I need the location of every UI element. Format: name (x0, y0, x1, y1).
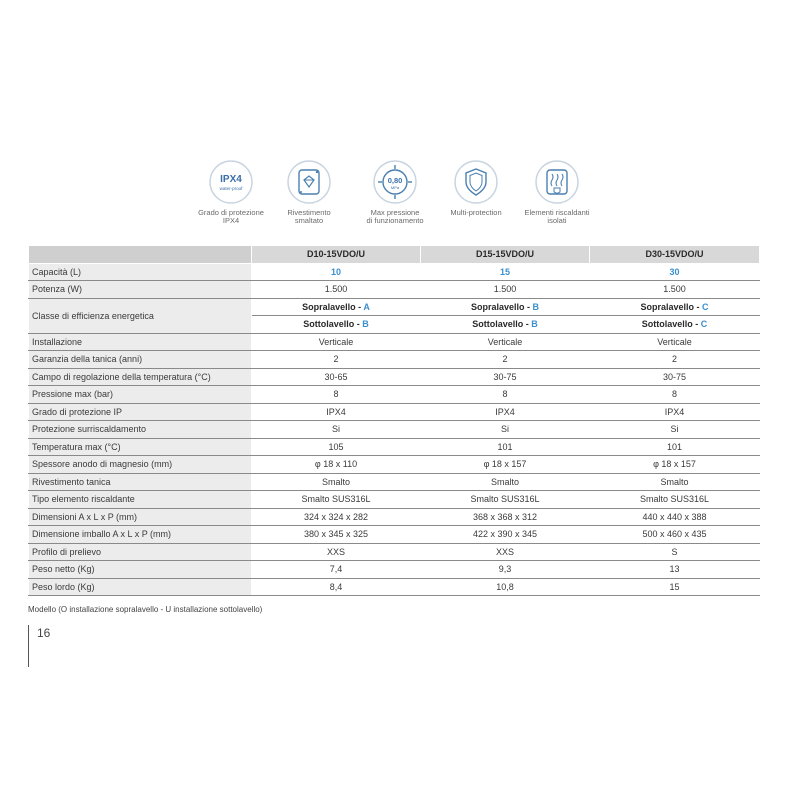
table-row (29, 368, 760, 386)
value-cell: φ 18 x 157 (421, 456, 590, 474)
value-cell: 368 x 368 x 312 (421, 508, 590, 526)
row-label: Capacità (L) (29, 263, 252, 281)
value-cell: 15 (590, 578, 760, 596)
value-cell: Smalto (252, 473, 421, 491)
value-cell: 1.500 (590, 281, 760, 299)
feature-caption: Elementi riscaldanti isolati (524, 208, 590, 225)
value-cell: 30-75 (590, 368, 760, 386)
feature-enamel (264, 159, 354, 225)
value-cell: 2 (252, 351, 421, 369)
table-row (29, 456, 760, 474)
model-note: Modello (O installazione sopralavello - U installazione sottolavello) (28, 605, 263, 614)
value-cell: IPX4 (421, 403, 590, 421)
feature-ipx4 (186, 159, 276, 225)
value-cell: Smalto SUS316L (421, 491, 590, 509)
value-cell: 101 (421, 438, 590, 456)
value-cell: Smalto (590, 473, 760, 491)
value-cell: Si (590, 421, 760, 439)
table-row (29, 263, 760, 281)
table-row (29, 508, 760, 526)
gauge-value-text: 0,80 (387, 176, 403, 185)
value-cell: 1.500 (421, 281, 590, 299)
value-cell: φ 18 x 110 (252, 456, 421, 474)
shield-icon (453, 159, 499, 205)
table-row (29, 403, 760, 421)
efficiency-class-cell: Sopralavello - C (590, 298, 760, 316)
value-cell: φ 18 x 157 (590, 456, 760, 474)
spec-table (28, 245, 760, 596)
value-cell: 10,8 (421, 578, 590, 596)
value-cell: 380 x 345 x 325 (252, 526, 421, 544)
value-cell: 30-75 (421, 368, 590, 386)
value-cell: Verticale (421, 333, 590, 351)
value-cell: 8 (252, 386, 421, 404)
table-row (29, 298, 760, 316)
value-cell: 440 x 440 x 388 (590, 508, 760, 526)
row-label: Tipo elemento riscaldante (29, 491, 252, 509)
feature-icons-row (0, 159, 800, 239)
value-cell: Smalto (421, 473, 590, 491)
value-cell: Si (252, 421, 421, 439)
insulated-heater-icon (534, 159, 580, 205)
row-label: Temperatura max (°C) (29, 438, 252, 456)
enamel-coating-icon (286, 159, 332, 205)
row-label: Rivestimento tanica (29, 473, 252, 491)
row-label: Spessore anodo di magnesio (mm) (29, 456, 252, 474)
ipx4-badge-icon (208, 159, 254, 205)
value-cell: 2 (421, 351, 590, 369)
value-cell: Verticale (252, 333, 421, 351)
value-cell: Verticale (590, 333, 760, 351)
table-row (29, 421, 760, 439)
value-cell: 2 (590, 351, 760, 369)
row-label: Dimensioni A x L x P (mm) (29, 508, 252, 526)
model-header: D15-15VDO/U (421, 246, 590, 264)
table-row (29, 491, 760, 509)
value-cell: 30-65 (252, 368, 421, 386)
value-cell: 1.500 (252, 281, 421, 299)
feature-caption: Multi-protection (450, 208, 502, 217)
table-row (29, 526, 760, 544)
value-cell: 13 (590, 561, 760, 579)
value-cell: 30 (590, 263, 760, 281)
value-cell: 8 (590, 386, 760, 404)
value-cell: 422 x 390 x 345 (421, 526, 590, 544)
row-label: Garanzia della tanica (anni) (29, 351, 252, 369)
efficiency-class-cell: Sopralavello - B (421, 298, 590, 316)
row-label: Campo di regolazione della temperatura (°C) (29, 368, 252, 386)
row-label: Profilo di prelievo (29, 543, 252, 561)
table-row (29, 473, 760, 491)
value-cell: 10 (252, 263, 421, 281)
gauge-unit-text: MPa (390, 185, 400, 190)
feature-caption: Max pressione di funzionamento (366, 208, 424, 225)
value-cell: 7,4 (252, 561, 421, 579)
row-label: Grado di protezione IP (29, 403, 252, 421)
value-cell: 9,3 (421, 561, 590, 579)
row-label: Peso netto (Kg) (29, 561, 252, 579)
value-cell: IPX4 (252, 403, 421, 421)
value-cell: Smalto SUS316L (590, 491, 760, 509)
feature-caption: Rivestimento smaltato (287, 208, 331, 225)
ipx4-badge-sub: water-proof (219, 186, 243, 191)
pressure-gauge-icon (372, 159, 418, 205)
table-row (29, 386, 760, 404)
value-cell: Smalto SUS316L (252, 491, 421, 509)
value-cell: 105 (252, 438, 421, 456)
value-cell: 101 (590, 438, 760, 456)
row-label: Dimensione imballo A x L x P (mm) (29, 526, 252, 544)
ipx4-badge-text: IPX4 (220, 174, 242, 185)
table-row (29, 543, 760, 561)
efficiency-class-cell: Sopralavello - A (252, 298, 421, 316)
row-label: Potenza (W) (29, 281, 252, 299)
feature-caption: Grado di protezione IPX4 (198, 208, 264, 225)
row-label: Peso lordo (Kg) (29, 578, 252, 596)
table-row (29, 438, 760, 456)
value-cell: Si (421, 421, 590, 439)
table-row (29, 578, 760, 596)
table-row (29, 333, 760, 351)
value-cell: 15 (421, 263, 590, 281)
feature-multiprotection (431, 159, 521, 217)
value-cell: S (590, 543, 760, 561)
feature-pressure (350, 159, 440, 225)
table-row (29, 351, 760, 369)
table-row (29, 281, 760, 299)
value-cell: XXS (252, 543, 421, 561)
page-number: 16 (28, 625, 50, 667)
model-header: D10-15VDO/U (252, 246, 421, 264)
table-header-row (29, 246, 760, 264)
model-header: D30-15VDO/U (590, 246, 760, 264)
value-cell: XXS (421, 543, 590, 561)
row-label: Protezione surriscaldamento (29, 421, 252, 439)
value-cell: 8,4 (252, 578, 421, 596)
table-row (29, 561, 760, 579)
value-cell: 500 x 460 x 435 (590, 526, 760, 544)
row-label: Classe di efficienza energetica (29, 298, 252, 333)
efficiency-class-cell: Sottolavello - C (590, 316, 760, 334)
header-blank-cell (29, 246, 252, 264)
efficiency-class-cell: Sottolavello - B (421, 316, 590, 334)
value-cell: IPX4 (590, 403, 760, 421)
feature-insulated (512, 159, 602, 225)
efficiency-class-cell: Sottolavello - B (252, 316, 421, 334)
value-cell: 324 x 324 x 282 (252, 508, 421, 526)
row-label: Installazione (29, 333, 252, 351)
row-label: Pressione max (bar) (29, 386, 252, 404)
value-cell: 8 (421, 386, 590, 404)
